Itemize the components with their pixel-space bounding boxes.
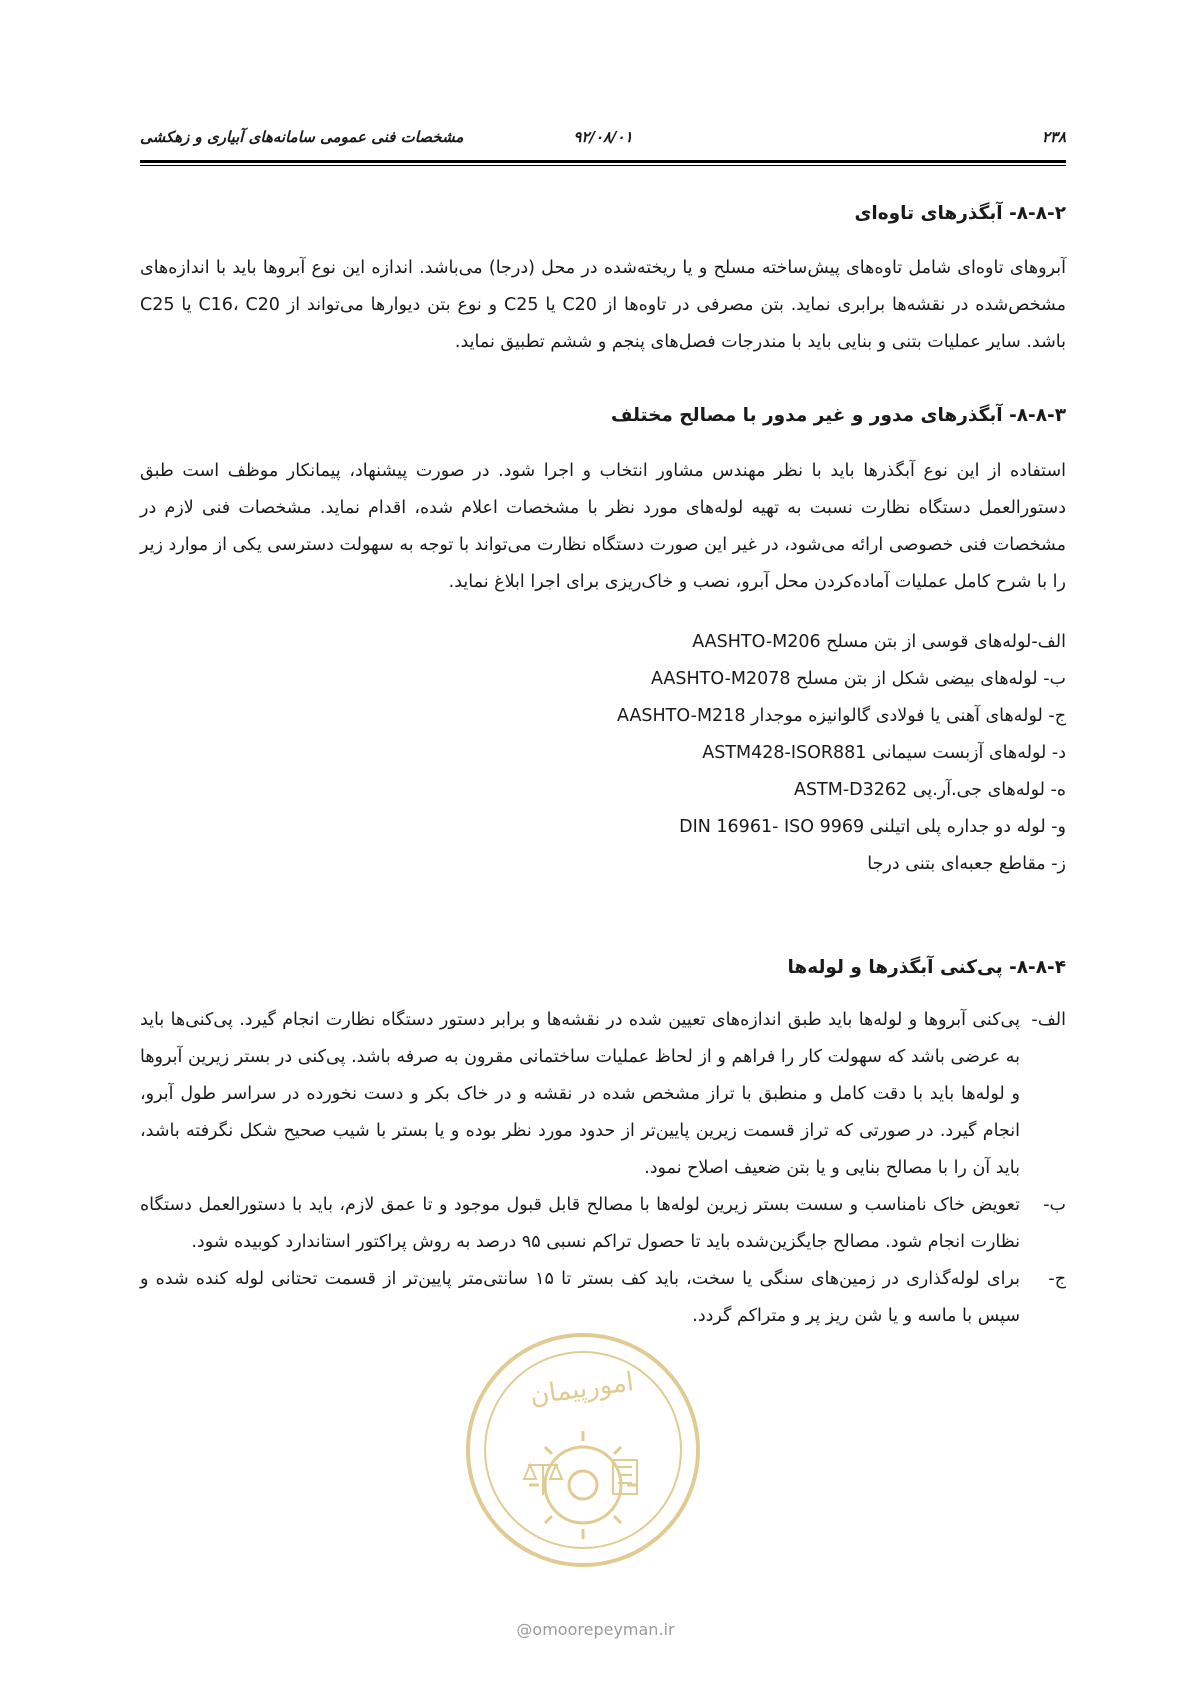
scales-icon — [524, 1465, 562, 1495]
section-4-heading: ۸-۸-۴- پی‌کنی آبگذرها و لوله‌ها — [787, 957, 1066, 978]
list-item-text: برای لوله‌گذاری در زمین‌های سنگی یا سخت، باید کف بستر تا ۱۵ سانتی‌متر پایین‌تر از قسمت تحتانی لوله کنده شده و سپس با ماسه و یا شن ریز پر و متراکم گردد. — [140, 1269, 1020, 1326]
list-item-text: پی‌کنی آبروها و لوله‌ها باید طبق اندازه‌های تعیین شده در نقشه‌ها و برابر دستور دستگاه نظارت انجام گیرد. پی‌کنی‌ها باید به عرضی باشد که سهولت کار را فراهم و از لحاظ عملیات ساختمانی مقرون به صرفه باشد. پی‌کنی در بستر زیرین آبروها و لوله‌ها باید با دقت کامل و منطبق با تراز مشخص شده در نقشه و در خاک بکر و دست نخورده در سراسر طول آبرو، انجام گیرد. در صورتی که تراز قسمت زیرین پایین‌تر از حدود مورد نظر بوده و یا بستر با شیب صحیح شکل نگرفته باشد، باید آن را با مصالح بنایی و یا بتن ضعیف اصلاح نمود. — [140, 1010, 1020, 1178]
section-3-heading: ۸-۸-۳- آبگذرهای مدور و غیر مدور با مصالح مختلف — [610, 405, 1066, 426]
section-heading-2 — [140, 203, 1066, 224]
section-3-body — [140, 453, 1066, 601]
list-item: ز- مقاطع جعبه‌ای بتنی درجا — [867, 854, 1066, 874]
section-3-paragraph: استفاده از این نوع آبگذرها باید با نظر مهندس مشاور انتخاب و اجرا شود. در صورت پیشنهاد، پیمانکار موظف است طبق دستورالعمل دستگاه نظارت نسبت به تهیه لوله‌های مورد نظر با مشخصات اعلام شده، اقدام نماید. مشخصات فنی لازم در مشخصات فنی خصوصی ارائه می‌شود، در غیر این صورت دستگاه نظارت می‌تواند با توجه به سهولت دسترسی یکی از موارد زیر را با شرح کامل عملیات آماده‌کردن محل آبرو، نصب و خاک‌ریزی برای اجرا ابلاغ نماید. — [140, 461, 1066, 592]
section-heading-3 — [140, 405, 1066, 426]
section-2-body — [140, 250, 1066, 361]
page-number: ۲۳۸ — [1041, 128, 1066, 146]
stamp-text: امورپیمان — [528, 1366, 636, 1412]
section-2-heading: ۸-۸-۲- آبگذرهای تاوه‌ای — [854, 203, 1066, 224]
list-item: و- لوله دو جداره پلی اتیلنی DIN 16961- ISO 9969 — [679, 817, 1066, 837]
header-rule-thick — [140, 160, 1066, 163]
excavation-list — [140, 1002, 1066, 1335]
list-marker: الف- — [1031, 1010, 1066, 1030]
header-date: ۹۲/۰۸/۰۱ — [573, 128, 633, 146]
list-marker: ب- — [1043, 1195, 1066, 1215]
list-item — [140, 1261, 1066, 1335]
header-title: مشخصات فنی عمومی سامانه‌های آبیاری و زهکشی — [140, 128, 464, 146]
list-item: ج- لوله‌های آهنی یا فولادی گالوانیزه موجدار AASHTO-M218 — [616, 706, 1066, 726]
watermark: @omoorepeyman.ir — [516, 1620, 675, 1639]
list-item: ه- لوله‌های جی.آر.پی ASTM-D3262 — [793, 780, 1066, 800]
gear-icon — [529, 1431, 637, 1539]
header-rule-thin — [140, 165, 1066, 166]
page-header — [140, 128, 1066, 152]
list-item: ب- لوله‌های بیضی شکل از بتن مسلح AASHTO-M2078 — [650, 669, 1066, 689]
pipe-types-list — [617, 624, 1066, 883]
list-item-text: تعویض خاک نامناسب و سست بستر زیرین لوله‌ها با مصالح قابل قبول موجود و تا عمق لازم، باید با دستورالعمل دستگاه نظارت انجام شود. مصالح جایگزین‌شده باید تا حصول تراکم نسبی ۹۵ درصد به روش پراکتور استاندارد کوبیده شود. — [140, 1195, 1020, 1252]
section-2-paragraph: آبروهای تاوه‌ای شامل تاوه‌های پیش‌ساخته مسلح و یا ریخته‌شده در محل (درجا) می‌باشد. اندازه این نوع آبروها باید با اندازه‌های مشخص‌شده در نقشه‌ها برابری نماید. بتن مصرفی در تاوه‌ها از C20 یا C25 و نوع بتن دیوارها می‌تواند از C16، C20 یا C25 باشد. سایر عملیات بتنی و بنایی باید با مندرجات فصل‌های پنجم و ششم تطبیق نماید. — [140, 258, 1067, 352]
list-item — [140, 1002, 1066, 1187]
list-item: الف-لوله‌های قوسی از بتن مسلح AASHTO-M206 — [692, 632, 1066, 652]
list-item: د- لوله‌های آزبست سیمانی ASTM428-ISOR881 — [702, 743, 1066, 763]
section-heading-4 — [140, 957, 1066, 978]
list-item — [140, 1187, 1066, 1261]
list-marker: ج- — [1048, 1269, 1066, 1289]
stamp-logo — [458, 1325, 708, 1575]
